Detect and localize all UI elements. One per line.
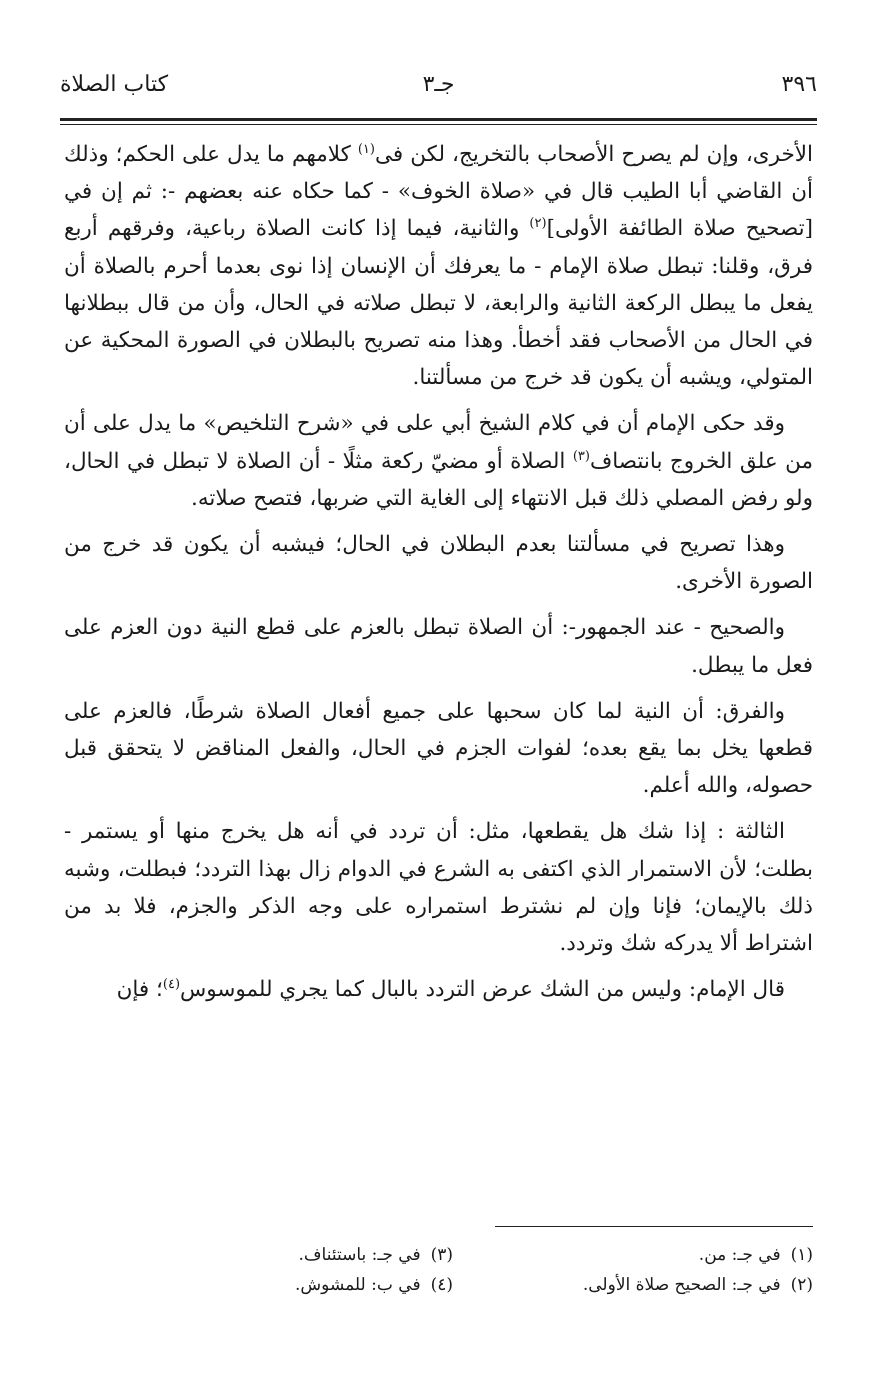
paragraph — [64, 813, 813, 962]
footnote-separator — [495, 1226, 813, 1227]
footnote-text: في جـ: من. — [698, 1245, 781, 1265]
text-segment: والثانية، فيما إذا كانت الصلاة رباعية، وفرقهم أربع فرق، وقلنا: تبطل صلاة الإمام - ما يعرفك أن الإنسان إذا نوى بعدما أحرم بالصلاة أن يفعل ما يبطل الركعة الثانية والرابعة، لا تبطل صلاته في الحال، وأن من قال ببطلانها في الحال من الأصحاب فقد أخطأ. وهذا منه تصريح بالبطلان في الصورة المحكية عن المتولي، ويشبه أن يكون قد خرج من مسألتنا. — [64, 216, 813, 391]
text-segment: وهذا تصريح في مسألتنا بعدم البطلان في الحال؛ فيشبه أن يكون قد خرج من الصورة الأخرى. — [64, 532, 813, 595]
text-segment: وقد حكى الإمام أن في كلام الشيخ أبي على في «شرح التلخيص» ما يدل على أن من علق الخروج بانتصاف — [64, 411, 814, 474]
running-header — [60, 68, 817, 112]
text-segment: والفرق: أن النية لما كان سحبها على جميع أفعال الصلاة شرطًا، فالعزم على قطعها يخل بما يقع بعده؛ لفوات الجزم في الحال، والفعل المناقض لا يتحقق قبل حصوله، والله أعلم. — [64, 698, 813, 799]
footnote-text: في جـ: الصحيح صلاة الأولى. — [582, 1275, 781, 1295]
page-number: ٣٩٦ — [781, 72, 817, 97]
paragraph — [64, 526, 813, 600]
paragraph — [64, 971, 813, 1008]
volume-label: جـ٣ — [422, 72, 455, 97]
footnote-text: في ب: للمشوش. — [295, 1275, 421, 1295]
text-segment: الصلاة أو مضيّ ركعة مثلًا - أن الصلاة لا تبطل في الحال، ولو رفض المصلي ذلك قبل الانتهاء إلى الغاية التي ضربها، فتصح صلاته. — [64, 448, 813, 511]
footnote-ref[interactable]: (٤) — [162, 977, 181, 993]
paragraph — [64, 609, 813, 683]
header-rule-thick — [60, 118, 817, 121]
text-segment: ؛ فإن — [116, 977, 163, 1003]
footnote-item — [299, 1240, 454, 1270]
text-segment: قال الإمام: وليس من الشك عرض التردد بالبال كما يجري للموسوس — [180, 977, 785, 1003]
text-segment: الثالثة : إذا شك هل يقطعها، مثل: أن تردد في أنه هل يخرج منها أو يستمر - بطلت؛ لأن الاستمرار الذي اكتفى به الشرع في الدوام زال بهذا التردد؛ فبطلت، وشبه ذلك بالإيمان؛ فإنا وإن لم نشترط استمراره على وجه الذكر والجزم، فلا بد من اشتراط ألا يدركه شك وتردد. — [64, 819, 813, 957]
text-segment: الأخرى، وإن لم يصرح الأصحاب بالتخريج، لكن فى — [374, 142, 813, 167]
footnote-number: (٤) — [430, 1275, 453, 1295]
footnote-ref[interactable]: (١) — [357, 141, 375, 157]
footnote-item — [699, 1240, 813, 1270]
paragraph — [64, 693, 813, 805]
text-segment: والصحيح - عند الجمهور-: أن الصلاة تبطل بالعزم على قطع النية دون العزم على فعل ما يبطل. — [64, 615, 813, 678]
book-title: كتاب الصلاة — [60, 72, 169, 97]
paragraph — [64, 136, 813, 396]
footnote-item — [295, 1270, 453, 1300]
header-rule-thin — [60, 124, 817, 125]
footnote-text: في جـ: باستئناف. — [298, 1245, 421, 1265]
footnote-number: (١) — [790, 1245, 813, 1265]
text-segment: كلامهم ما يدل على الحكم؛ وذلك أن القاضي أبا الطيب قال في «صلاة الخوف» - كما حكاه عنه بعضهم -: ثم إن في [تصحيح صلاة الطائفة الأولى] — [64, 142, 813, 242]
footnote-number: (٢) — [790, 1275, 813, 1295]
footnote-ref[interactable]: (٣) — [572, 448, 590, 464]
paragraph — [64, 405, 813, 517]
footnote-number: (٣) — [430, 1245, 453, 1265]
footnote-item — [583, 1270, 813, 1300]
main-text — [64, 136, 813, 1017]
footnote-ref[interactable]: (٢) — [529, 216, 547, 232]
